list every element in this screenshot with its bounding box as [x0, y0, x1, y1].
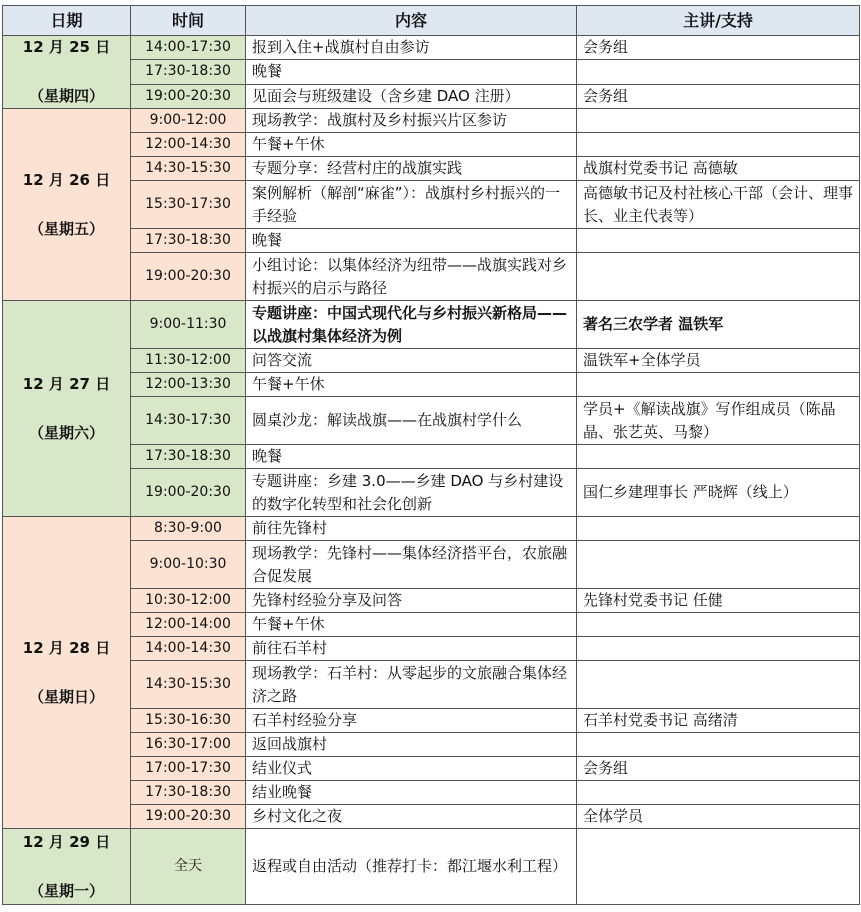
content-cell: 前往先锋村 — [246, 517, 577, 541]
schedule-row — [3, 301, 860, 349]
content-cell: 午餐+午休 — [246, 613, 577, 637]
schedule-row — [3, 709, 860, 733]
schedule-row — [3, 805, 860, 829]
schedule-row — [3, 541, 860, 589]
content-cell: 现场教学：先锋村——集体经济搭平台，农旅融合促发展 — [246, 541, 577, 589]
speaker-cell: 国仁乡建理事长 严晓辉（线上） — [577, 469, 860, 517]
speaker-cell — [577, 133, 860, 157]
date-label: 12 月 26 日 — [22, 170, 111, 189]
schedule-row — [3, 517, 860, 541]
content-cell: 圆桌沙龙：解读战旗——在战旗村学什么 — [246, 397, 577, 445]
time-cell: 全天 — [131, 829, 246, 905]
content-cell: 午餐+午休 — [246, 133, 577, 157]
time-cell: 15:30-16:30 — [131, 709, 246, 733]
speaker-cell: 会务组 — [577, 36, 860, 60]
schedule-row — [3, 109, 860, 133]
time-cell: 12:00-13:30 — [131, 373, 246, 397]
content-cell: 现场教学：石羊村：从零起步的文旅融合集体经济之路 — [246, 661, 577, 709]
content-cell: 晚餐 — [246, 60, 577, 84]
header-date: 日期 — [3, 6, 131, 36]
date-label: 12 月 25 日 — [22, 38, 111, 56]
time-cell: 9:00-12:00 — [131, 109, 246, 133]
speaker-cell — [577, 109, 860, 133]
header-row — [3, 6, 860, 36]
weekday-label: （星期日） — [28, 687, 104, 706]
speaker-cell: 学员+《解读战旗》写作组成员（陈晶晶、张艺英、马黎） — [577, 397, 860, 445]
time-cell: 14:30-17:30 — [131, 397, 246, 445]
schedule-row — [3, 36, 860, 60]
speaker-cell: 石羊村党委书记 高绪清 — [577, 709, 860, 733]
content-cell: 小组讨论：以集体经济为纽带——战旗实践对乡村振兴的启示与路径 — [246, 253, 577, 301]
time-cell: 19:00-20:30 — [131, 805, 246, 829]
content-cell: 前往石羊村 — [246, 637, 577, 661]
speaker-cell: 高德敏书记及村社核心干部（会计、理事长、业主代表等） — [577, 181, 860, 229]
time-cell: 12:00-14:00 — [131, 613, 246, 637]
time-cell: 14:00-17:30 — [131, 36, 246, 60]
time-cell: 8:30-9:00 — [131, 517, 246, 541]
speaker-cell — [577, 229, 860, 253]
schedule-row — [3, 781, 860, 805]
weekday-label: （星期四） — [28, 87, 104, 105]
speaker-cell: 温铁军+全体学员 — [577, 349, 860, 373]
content-cell: 见面会与班级建设（含乡建 DAO 注册） — [246, 84, 577, 108]
content-cell: 晚餐 — [246, 445, 577, 469]
speaker-cell — [577, 60, 860, 84]
content-cell: 午餐+午休 — [246, 373, 577, 397]
speaker-cell — [577, 637, 860, 661]
weekday-label: （星期六） — [28, 423, 104, 442]
time-cell: 17:30-18:30 — [131, 781, 246, 805]
schedule-row — [3, 349, 860, 373]
schedule-row — [3, 613, 860, 637]
speaker-cell — [577, 541, 860, 589]
time-cell: 19:00-20:30 — [131, 469, 246, 517]
speaker-cell: 战旗村党委书记 高德敏 — [577, 157, 860, 181]
schedule-row — [3, 373, 860, 397]
speaker-cell — [577, 829, 860, 905]
schedule-row — [3, 133, 860, 157]
speaker-cell — [577, 733, 860, 757]
speaker-cell — [577, 781, 860, 805]
schedule-row — [3, 84, 860, 108]
content-cell: 专题讲座：乡建 3.0——乡建 DAO 与乡村建设的数字化转型和社会化创新 — [246, 469, 577, 517]
date-cell — [3, 829, 131, 905]
speaker-cell: 著名三农学者 温铁军 — [577, 301, 860, 349]
time-cell: 12:00-14:30 — [131, 133, 246, 157]
content-cell: 结业晚餐 — [246, 781, 577, 805]
time-cell: 17:30-18:30 — [131, 229, 246, 253]
content-cell: 乡村文化之夜 — [246, 805, 577, 829]
weekday-label: （星期五） — [28, 219, 104, 238]
time-cell: 17:30-18:30 — [131, 445, 246, 469]
time-cell: 16:30-17:00 — [131, 733, 246, 757]
content-cell: 先锋村经验分享及问答 — [246, 589, 577, 613]
content-cell: 返程或自由活动（推荐打卡：都江堰水利工程） — [246, 829, 577, 905]
time-cell: 14:30-15:30 — [131, 661, 246, 709]
schedule-row — [3, 469, 860, 517]
schedule-row — [3, 253, 860, 301]
schedule-row — [3, 229, 860, 253]
content-cell: 案例解析（解剖“麻雀”）：战旗村乡村振兴的一手经验 — [246, 181, 577, 229]
content-cell: 现场教学：战旗村及乡村振兴片区参访 — [246, 109, 577, 133]
schedule-row — [3, 589, 860, 613]
content-cell: 石羊村经验分享 — [246, 709, 577, 733]
time-cell: 11:30-12:00 — [131, 349, 246, 373]
header-time: 时间 — [131, 6, 246, 36]
content-cell: 专题讲座：中国式现代化与乡村振兴新格局——以战旗村集体经济为例 — [246, 301, 577, 349]
time-cell: 9:00-10:30 — [131, 541, 246, 589]
schedule-row — [3, 157, 860, 181]
speaker-cell — [577, 373, 860, 397]
schedule-row — [3, 733, 860, 757]
time-cell: 14:30-15:30 — [131, 157, 246, 181]
date-cell — [3, 109, 131, 301]
schedule-row — [3, 637, 860, 661]
time-cell: 17:30-18:30 — [131, 60, 246, 84]
speaker-cell: 先锋村党委书记 任健 — [577, 589, 860, 613]
weekday-label: （星期一） — [28, 881, 104, 900]
speaker-cell: 全体学员 — [577, 805, 860, 829]
date-cell — [3, 517, 131, 829]
speaker-cell — [577, 517, 860, 541]
speaker-cell — [577, 445, 860, 469]
content-cell: 问答交流 — [246, 349, 577, 373]
header-speaker: 主讲/支持 — [577, 6, 860, 36]
time-cell: 17:00-17:30 — [131, 757, 246, 781]
content-cell: 报到入住+战旗村自由参访 — [246, 36, 577, 60]
schedule-row — [3, 445, 860, 469]
schedule-table — [2, 5, 860, 905]
content-cell: 晚餐 — [246, 229, 577, 253]
schedule-row — [3, 661, 860, 709]
schedule-row — [3, 60, 860, 84]
header-content: 内容 — [246, 6, 577, 36]
time-cell: 9:00-11:30 — [131, 301, 246, 349]
date-cell — [3, 36, 131, 109]
date-label: 12 月 28 日 — [22, 638, 111, 657]
schedule-row — [3, 181, 860, 229]
date-label: 12 月 27 日 — [22, 374, 111, 393]
schedule-row — [3, 757, 860, 781]
date-label: 12 月 29 日 — [22, 832, 111, 851]
speaker-cell: 会务组 — [577, 757, 860, 781]
time-cell: 15:30-17:30 — [131, 181, 246, 229]
speaker-cell — [577, 661, 860, 709]
speaker-cell — [577, 613, 860, 637]
schedule-row — [3, 829, 860, 905]
content-cell: 结业仪式 — [246, 757, 577, 781]
time-cell: 14:00-14:30 — [131, 637, 246, 661]
date-cell — [3, 301, 131, 517]
time-cell: 19:00-20:30 — [131, 253, 246, 301]
content-cell: 专题分享：经营村庄的战旗实践 — [246, 157, 577, 181]
speaker-cell: 会务组 — [577, 84, 860, 108]
speaker-cell — [577, 253, 860, 301]
time-cell: 19:00-20:30 — [131, 84, 246, 108]
schedule-row — [3, 397, 860, 445]
content-cell: 返回战旗村 — [246, 733, 577, 757]
time-cell: 10:30-12:00 — [131, 589, 246, 613]
